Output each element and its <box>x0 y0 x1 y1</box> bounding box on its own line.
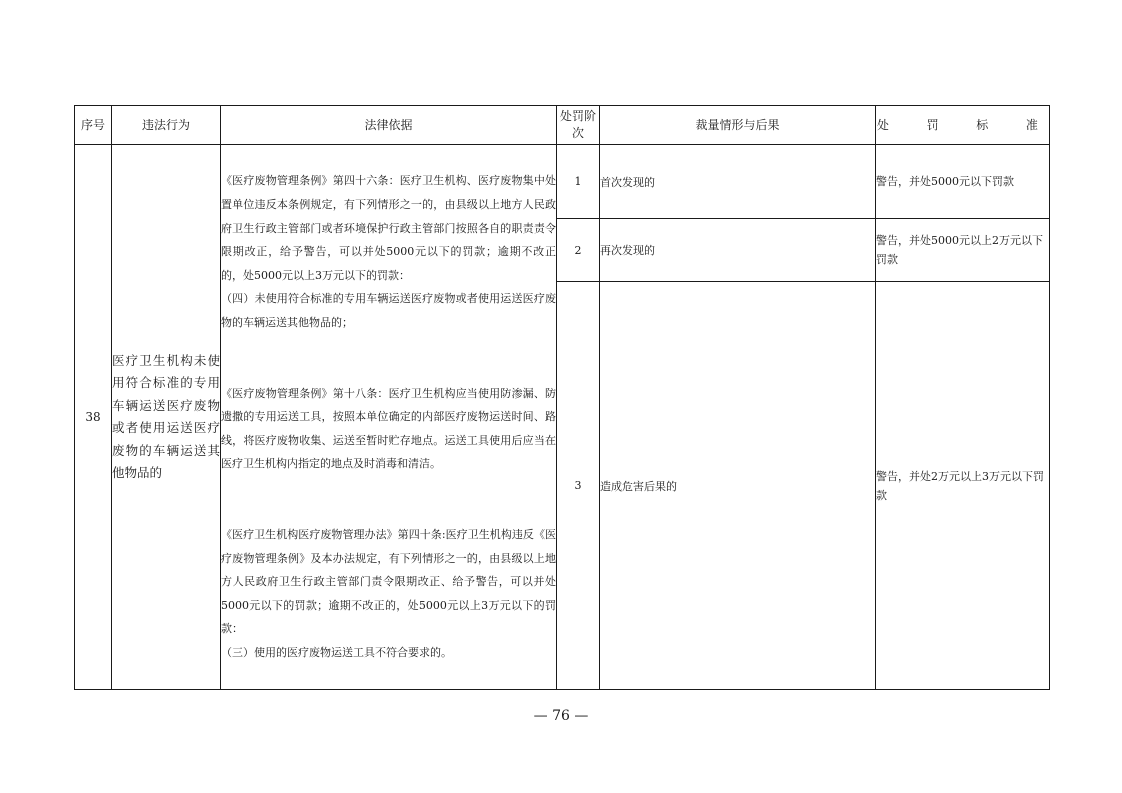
penalty-table <box>74 105 1050 690</box>
legal-basis-para-4: 《医疗卫生机构医疗废物管理办法》第四十条:医疗卫生机构违反《医疗废物管理条例》及本办法规定，有下列情形之一的，由县级以上地方人民政府卫生行政主管部门责令限期改正、给予警告，可以并处5000元以下的罚款；逾期不改正的，处5000元以上3万元以下的罚款： <box>221 527 556 636</box>
header-legal-basis: 法律依据 <box>221 106 557 145</box>
legal-basis-para-5: （三）使用的医疗废物运送工具不符合要求的。 <box>221 645 452 659</box>
tier-circumstance: 首次发现的 <box>600 145 876 219</box>
header-penalty-tier: 处罚阶次 <box>557 106 600 145</box>
row-legal-basis <box>221 145 557 690</box>
tier-standard: 警告，并处5000元以下罚款 <box>876 145 1050 219</box>
tier-number: 3 <box>557 282 600 690</box>
header-violation: 违法行为 <box>112 106 221 145</box>
tier-standard: 警告，并处5000元以上2万元以下罚款 <box>876 219 1050 282</box>
tier-number: 1 <box>557 145 600 219</box>
page-number: — 76 — <box>533 708 589 724</box>
tier-circumstance: 再次发现的 <box>600 219 876 282</box>
header-seq: 序号 <box>75 106 112 145</box>
tier-circumstance: 造成危害后果的 <box>600 282 876 690</box>
header-circumstances: 裁量情形与后果 <box>600 106 876 145</box>
table-row <box>75 145 1050 219</box>
table-header-row <box>75 106 1050 145</box>
legal-basis-para-1: 《医疗废物管理条例》第四十六条：医疗卫生机构、医疗废物集中处置单位违反本条例规定，有下列情形之一的，由县级以上地方人民政府卫生行政主管部门或者环境保护行政主管部门按照各自的职责责令限期改正，给予警告，可以并处5000元以下的罚款；逾期不改正的，处5000元以上3万元以下的罚款： <box>221 174 556 282</box>
tier-standard: 警告，并处2万元以上3万元以下罚款 <box>876 282 1050 690</box>
row-violation: 医疗卫生机构未使用符合标准的专用车辆运送医疗废物或者使用运送医疗废物的车辆运送其他物品的 <box>112 145 221 690</box>
row-seq: 38 <box>75 145 112 690</box>
tier-number: 2 <box>557 219 600 282</box>
header-standard: 处 罚 标 准 <box>876 106 1050 145</box>
legal-basis-para-2: （四）未使用符合标准的专用车辆运送医疗废物或者使用运送医疗废物的车辆运送其他物品的； <box>221 292 556 330</box>
legal-basis-para-3: 《医疗废物管理条例》第十八条：医疗卫生机构应当使用防渗漏、防遗撒的专用运送工具，按照本单位确定的内部医疗废物运送时间、路线，将医疗废物收集、运送至暂时贮存地点。运送工具使用后应当在医疗卫生机构内指定的地点及时消毒和清洁。 <box>221 386 556 471</box>
